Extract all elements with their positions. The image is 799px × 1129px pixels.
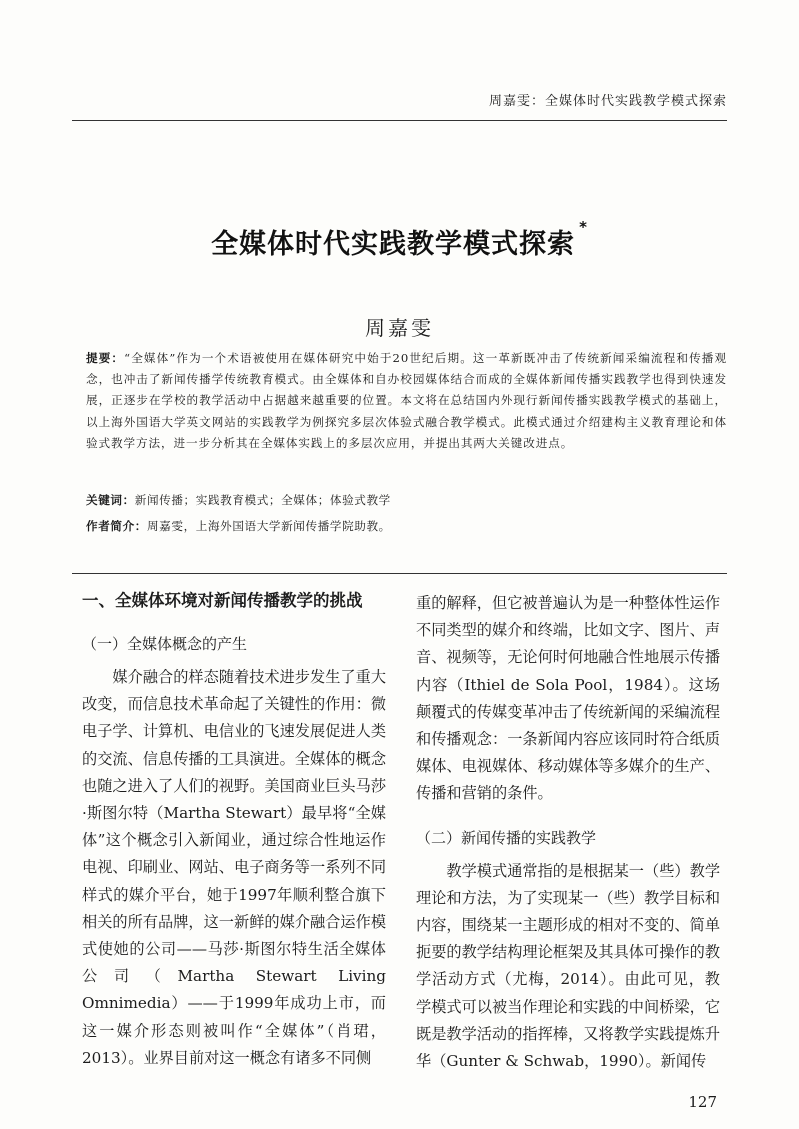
running-head: 周嘉雯：全媒体时代实践教学模式探索	[488, 94, 727, 109]
author-bio-label: 作者简介：	[86, 519, 147, 533]
keywords-label: 关键词：	[86, 493, 135, 507]
abstract-text: “全媒体”作为一个术语被使用在媒体研究中始于20世纪后期。这一革新既冲击了传统新闻采编流程和传播观念，也冲击了新闻传播学传统教育模式。由全媒体和自办校园媒体结合而成的全媒体新闻传播实践教学也得到快速发展，正逐步在学校的教学活动中占据越来越重要的位置。本文将在总结国内外现行新闻传播实践教学模式的基础上，以上海外国语大学英文网站的实践教学为例探究多层次体验式融合教学模式。此模式通过介绍建构主义教育理论和体验式教学方法，进一步分析其在全媒体实践上的多层次应用，并提出其两大关键改进点。	[86, 351, 727, 450]
abstract-label: 提要：	[86, 351, 125, 365]
body-paragraph-continued: 重的解释，但它被普遍认为是一种整体性运作不同类型的媒介和终端，比如文字、图片、声音、视频等，无论何时何地融合性地展示传播内容（Ithiel de Sola Pool，1984）。这场颠覆式的传媒变革冲击了传统新闻的采编流程和传播观念：一条新闻内容应该同时符合纸质媒体、电视媒体、移动媒体等多媒介的生产、传播和营销的条件。	[416, 594, 720, 803]
author-bio-text: 周嘉雯，上海外国语大学新闻传播学院助教。	[146, 519, 391, 533]
title-footnote-mark: *	[579, 218, 588, 236]
right-column	[416, 590, 720, 1075]
subsection-heading-1: （一）全媒体概念的产生	[82, 635, 248, 653]
keywords-text: 新闻传播；实践教育模式；全媒体；体验式教学	[134, 493, 391, 507]
subsection-heading-2: （二）新闻传播的实践教学	[416, 828, 597, 847]
header-rule	[72, 120, 727, 121]
left-column	[82, 590, 386, 1072]
article-title	[0, 218, 799, 261]
abstract	[86, 348, 727, 454]
title-text: 全媒体时代实践教学模式探索	[211, 229, 576, 260]
body-paragraph: 教学模式通常指的是根据某一（些）教学理论和方法，为了实现某一（些）教学目标和内容，围绕某一主题形成的相对不变的、简单扼要的教学结构理论框架及其具体可操作的教学活动方式（尤梅，2014）。由此可见，教学模式可以被当作理论和实践的中间桥梁，它既是教学活动的指挥棒，又将教学实践提炼升华（Gunter & Schwab，1990）。新闻传	[416, 861, 720, 1071]
author-bio	[86, 518, 727, 534]
author-name: 周嘉雯	[365, 316, 434, 340]
body-rule	[72, 573, 727, 574]
page-number: 127	[688, 1093, 717, 1111]
body-paragraph: 媒介融合的样态随着技术进步发生了重大改变，而信息技术革命起了关键性的作用：微电子学、计算机、电信业的飞速发展促进人类的交流、信息传播的工具演进。全媒体的概念也随之进入了人们的视野。美国商业巨头马莎·斯图尔特（Martha Stewart）最早将“全媒体”这个概念引入新闻业，通过综合性地运作电视、印刷业、网站、电子商务等一系列不同样式的媒介平台，她于1997年顺利整合旗下相关的所有品牌，这一新鲜的媒介融合运作模式使她的公司——马莎·斯图尔特生活全媒体公司（Martha Stewart Living Omnimedia）——于1999年成功上市，而这一媒介形态则被叫作“全媒体”（肖珺，2013）。业界目前对这一概念有诸多不同侧	[82, 668, 386, 1067]
section-heading: 一、全媒体环境对新闻传播教学的挑战	[82, 591, 363, 610]
keywords	[86, 492, 727, 508]
